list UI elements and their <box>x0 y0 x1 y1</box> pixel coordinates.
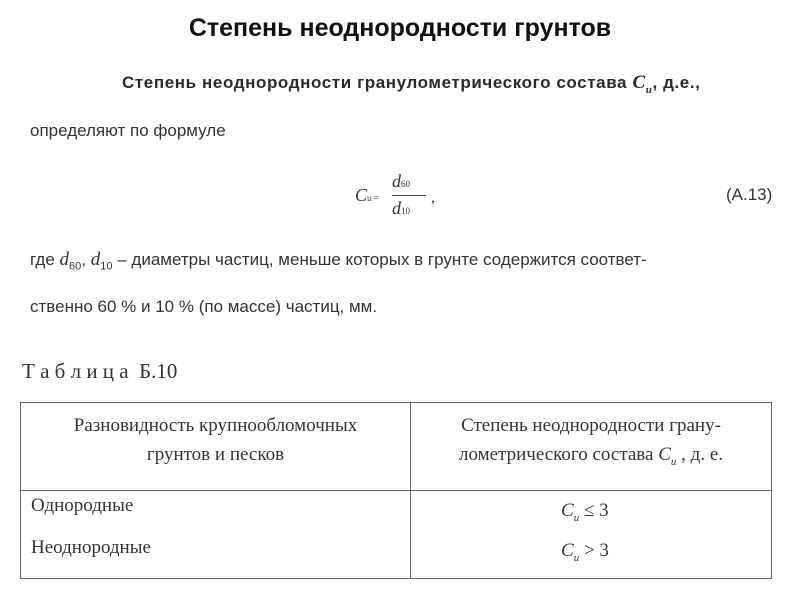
definition-intro: определяют по формуле <box>30 121 226 140</box>
table-cell-condition: $C_u > 3$ <box>561 540 609 564</box>
table-header-type: Разновидность крупнообломочных грунтов и песков <box>73 415 358 465</box>
fraction-bar <box>392 195 426 196</box>
table-header-cu: Степень неоднородности грану- лометрического состава $C_u$ , д. е. <box>458 415 724 468</box>
formula-lhs: Cu = <box>355 185 379 205</box>
slide-title: Степень неоднородности грунтов <box>188 14 612 42</box>
table-cell-type: Неоднородные <box>31 537 151 558</box>
formula-numerator: d60 <box>392 171 410 191</box>
explanation-line-1: где $d_{60}$, $d_{10}$ – диаметры частиц, меньше которых в грунте содержится соответ- <box>30 249 647 273</box>
table-cell-type: Однородные <box>31 495 134 516</box>
definition-heading-text: Степень неоднородности гранулометрического состава <box>122 73 628 92</box>
definition-unit: , д.е., <box>652 73 701 92</box>
table-cell-condition: $C_u \le 3$ <box>561 500 609 524</box>
explanation-line-2: ственно 60 % и 10 % (по массе) частиц, мм. <box>30 297 378 316</box>
classification-table <box>20 402 772 579</box>
formula-denominator: d10 <box>392 198 410 218</box>
table-label: Т а б л и ц а Б.10 <box>22 359 178 383</box>
equation-number: (А.13) <box>726 185 773 204</box>
definition-heading <box>122 72 701 96</box>
cu-symbol: $C_u$ <box>632 72 653 96</box>
table-header-divider <box>21 490 771 491</box>
formula-comma: , <box>431 189 435 206</box>
